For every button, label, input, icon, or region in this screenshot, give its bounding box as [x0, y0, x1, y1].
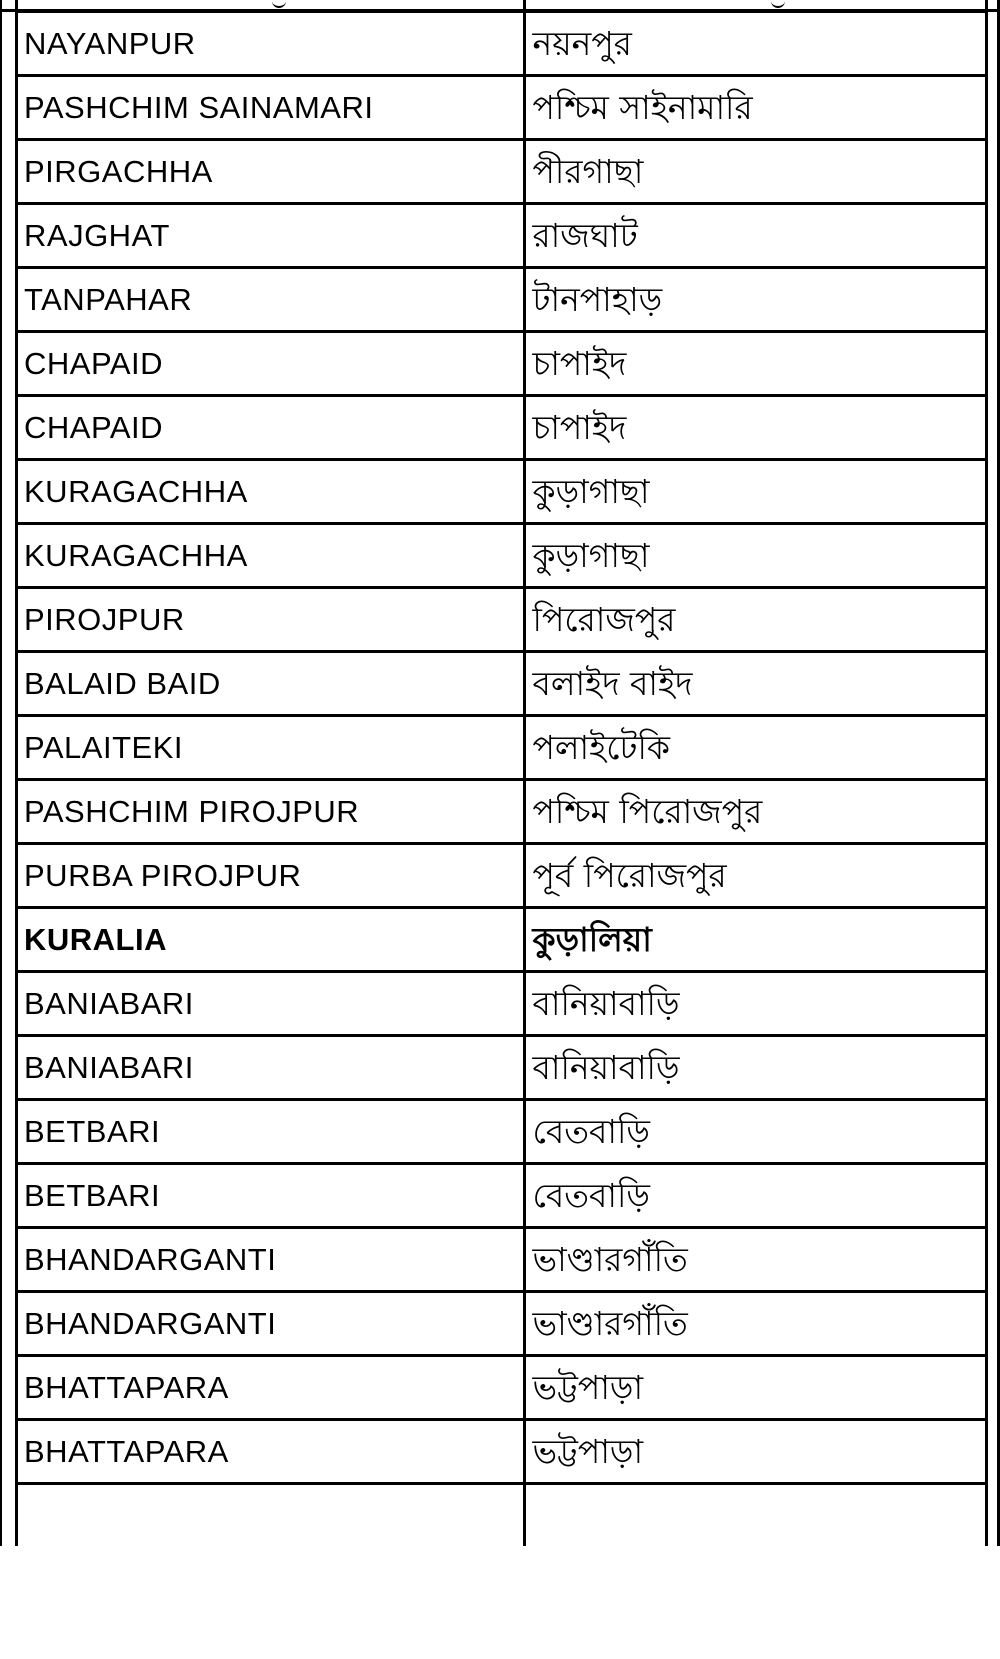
column-line-bengali-right — [985, 0, 988, 1546]
village-name-english: CHAPAID — [15, 332, 524, 396]
table-row — [15, 396, 988, 460]
table-row — [15, 524, 988, 588]
table-row — [15, 972, 988, 1036]
village-name-bengali: চাপাইদ — [524, 332, 988, 396]
table-row — [15, 844, 988, 908]
village-name-bengali: কুড়ালিয়া — [524, 908, 988, 972]
table-row — [15, 268, 988, 332]
village-name-english: CHAPAID — [15, 396, 524, 460]
table-row — [15, 460, 988, 524]
table-row — [15, 204, 988, 268]
village-name-bengali: পলাইটেকি — [524, 716, 988, 780]
table-row — [15, 1420, 988, 1484]
left-edge-column-line — [0, 0, 2, 1546]
village-name-english: BETBARI — [15, 1164, 524, 1228]
village-name-bengali: বেতবাড়ি — [524, 1100, 988, 1164]
village-name-bengali: ভট্টপাড়া — [524, 1356, 988, 1420]
table-row — [15, 1036, 988, 1100]
village-name-english: KURAGACHHA — [15, 524, 524, 588]
table-row — [15, 652, 988, 716]
village-name-english: PIROJPUR — [15, 588, 524, 652]
village-name-bengali: ভাণ্ডারগাঁতি — [524, 1228, 988, 1292]
village-name-english: PALAITEKI — [15, 716, 524, 780]
table-row — [15, 588, 988, 652]
village-name-english: BHANDARGANTI — [15, 1292, 524, 1356]
village-name-english: KURALIA — [15, 908, 524, 972]
village-name-english: PIRGACHHA — [15, 140, 524, 204]
village-name-english: BHATTAPARA — [15, 1420, 524, 1484]
column-line-english-left — [15, 0, 18, 1546]
table-row — [15, 716, 988, 780]
village-name-bengali: নয়নপুর — [524, 12, 988, 76]
village-name-english: BHATTAPARA — [15, 1356, 524, 1420]
village-name-bengali: পূর্ব পিরোজপুর — [524, 844, 988, 908]
village-name-english: PASHCHIM PIROJPUR — [15, 780, 524, 844]
village-name-english: BANIABARI — [15, 1036, 524, 1100]
table-row — [15, 1292, 988, 1356]
table-row — [15, 1100, 988, 1164]
table-row — [15, 908, 988, 972]
table-row — [15, 76, 988, 140]
village-name-bengali: পশ্চিম পিরোজপুর — [524, 780, 988, 844]
village-name-bengali: পশ্চিম সাইনামারি — [524, 76, 988, 140]
column-line-divider — [523, 0, 526, 1546]
table-row — [15, 780, 988, 844]
village-name-bengali: টানপাহাড় — [524, 268, 988, 332]
table-row — [15, 332, 988, 396]
table-row — [15, 1164, 988, 1228]
village-name-english: RAJGHAT — [15, 204, 524, 268]
village-name-bengali: বানিয়াবাড়ি — [524, 1036, 988, 1100]
cropped-header-glyph-right — [771, 0, 785, 8]
village-name-bengali: বানিয়াবাড়ি — [524, 972, 988, 1036]
village-name-bengali: বেতবাড়ি — [524, 1164, 988, 1228]
table-row — [15, 12, 988, 76]
village-name-english: BANIABARI — [15, 972, 524, 1036]
village-name-bengali: বলাইদ বাইদ — [524, 652, 988, 716]
village-name-table — [15, 10, 988, 1485]
table-row — [15, 140, 988, 204]
village-name-bengali: পিরোজপুর — [524, 588, 988, 652]
village-name-english: BALAID BAID — [15, 652, 524, 716]
village-name-english: PURBA PIROJPUR — [15, 844, 524, 908]
table-body — [15, 12, 988, 1484]
village-name-english: PASHCHIM SAINAMARI — [15, 76, 524, 140]
village-name-english: KURAGACHHA — [15, 460, 524, 524]
village-name-bengali: রাজঘাট — [524, 204, 988, 268]
village-name-english: BETBARI — [15, 1100, 524, 1164]
village-name-english: BHANDARGANTI — [15, 1228, 524, 1292]
village-name-bengali: কুড়াগাছা — [524, 524, 988, 588]
village-name-bengali: কুড়াগাছা — [524, 460, 988, 524]
village-name-bengali: ভট্টপাড়া — [524, 1420, 988, 1484]
village-name-english: NAYANPUR — [15, 12, 524, 76]
village-name-bengali: চাপাইদ — [524, 396, 988, 460]
cropped-header-glyph-left — [272, 0, 286, 8]
village-name-bengali: পীরগাছা — [524, 140, 988, 204]
table-row — [15, 1228, 988, 1292]
village-name-bengali: ভাণ্ডারগাঁতি — [524, 1292, 988, 1356]
table-row — [15, 1356, 988, 1420]
village-name-english: TANPAHAR — [15, 268, 524, 332]
